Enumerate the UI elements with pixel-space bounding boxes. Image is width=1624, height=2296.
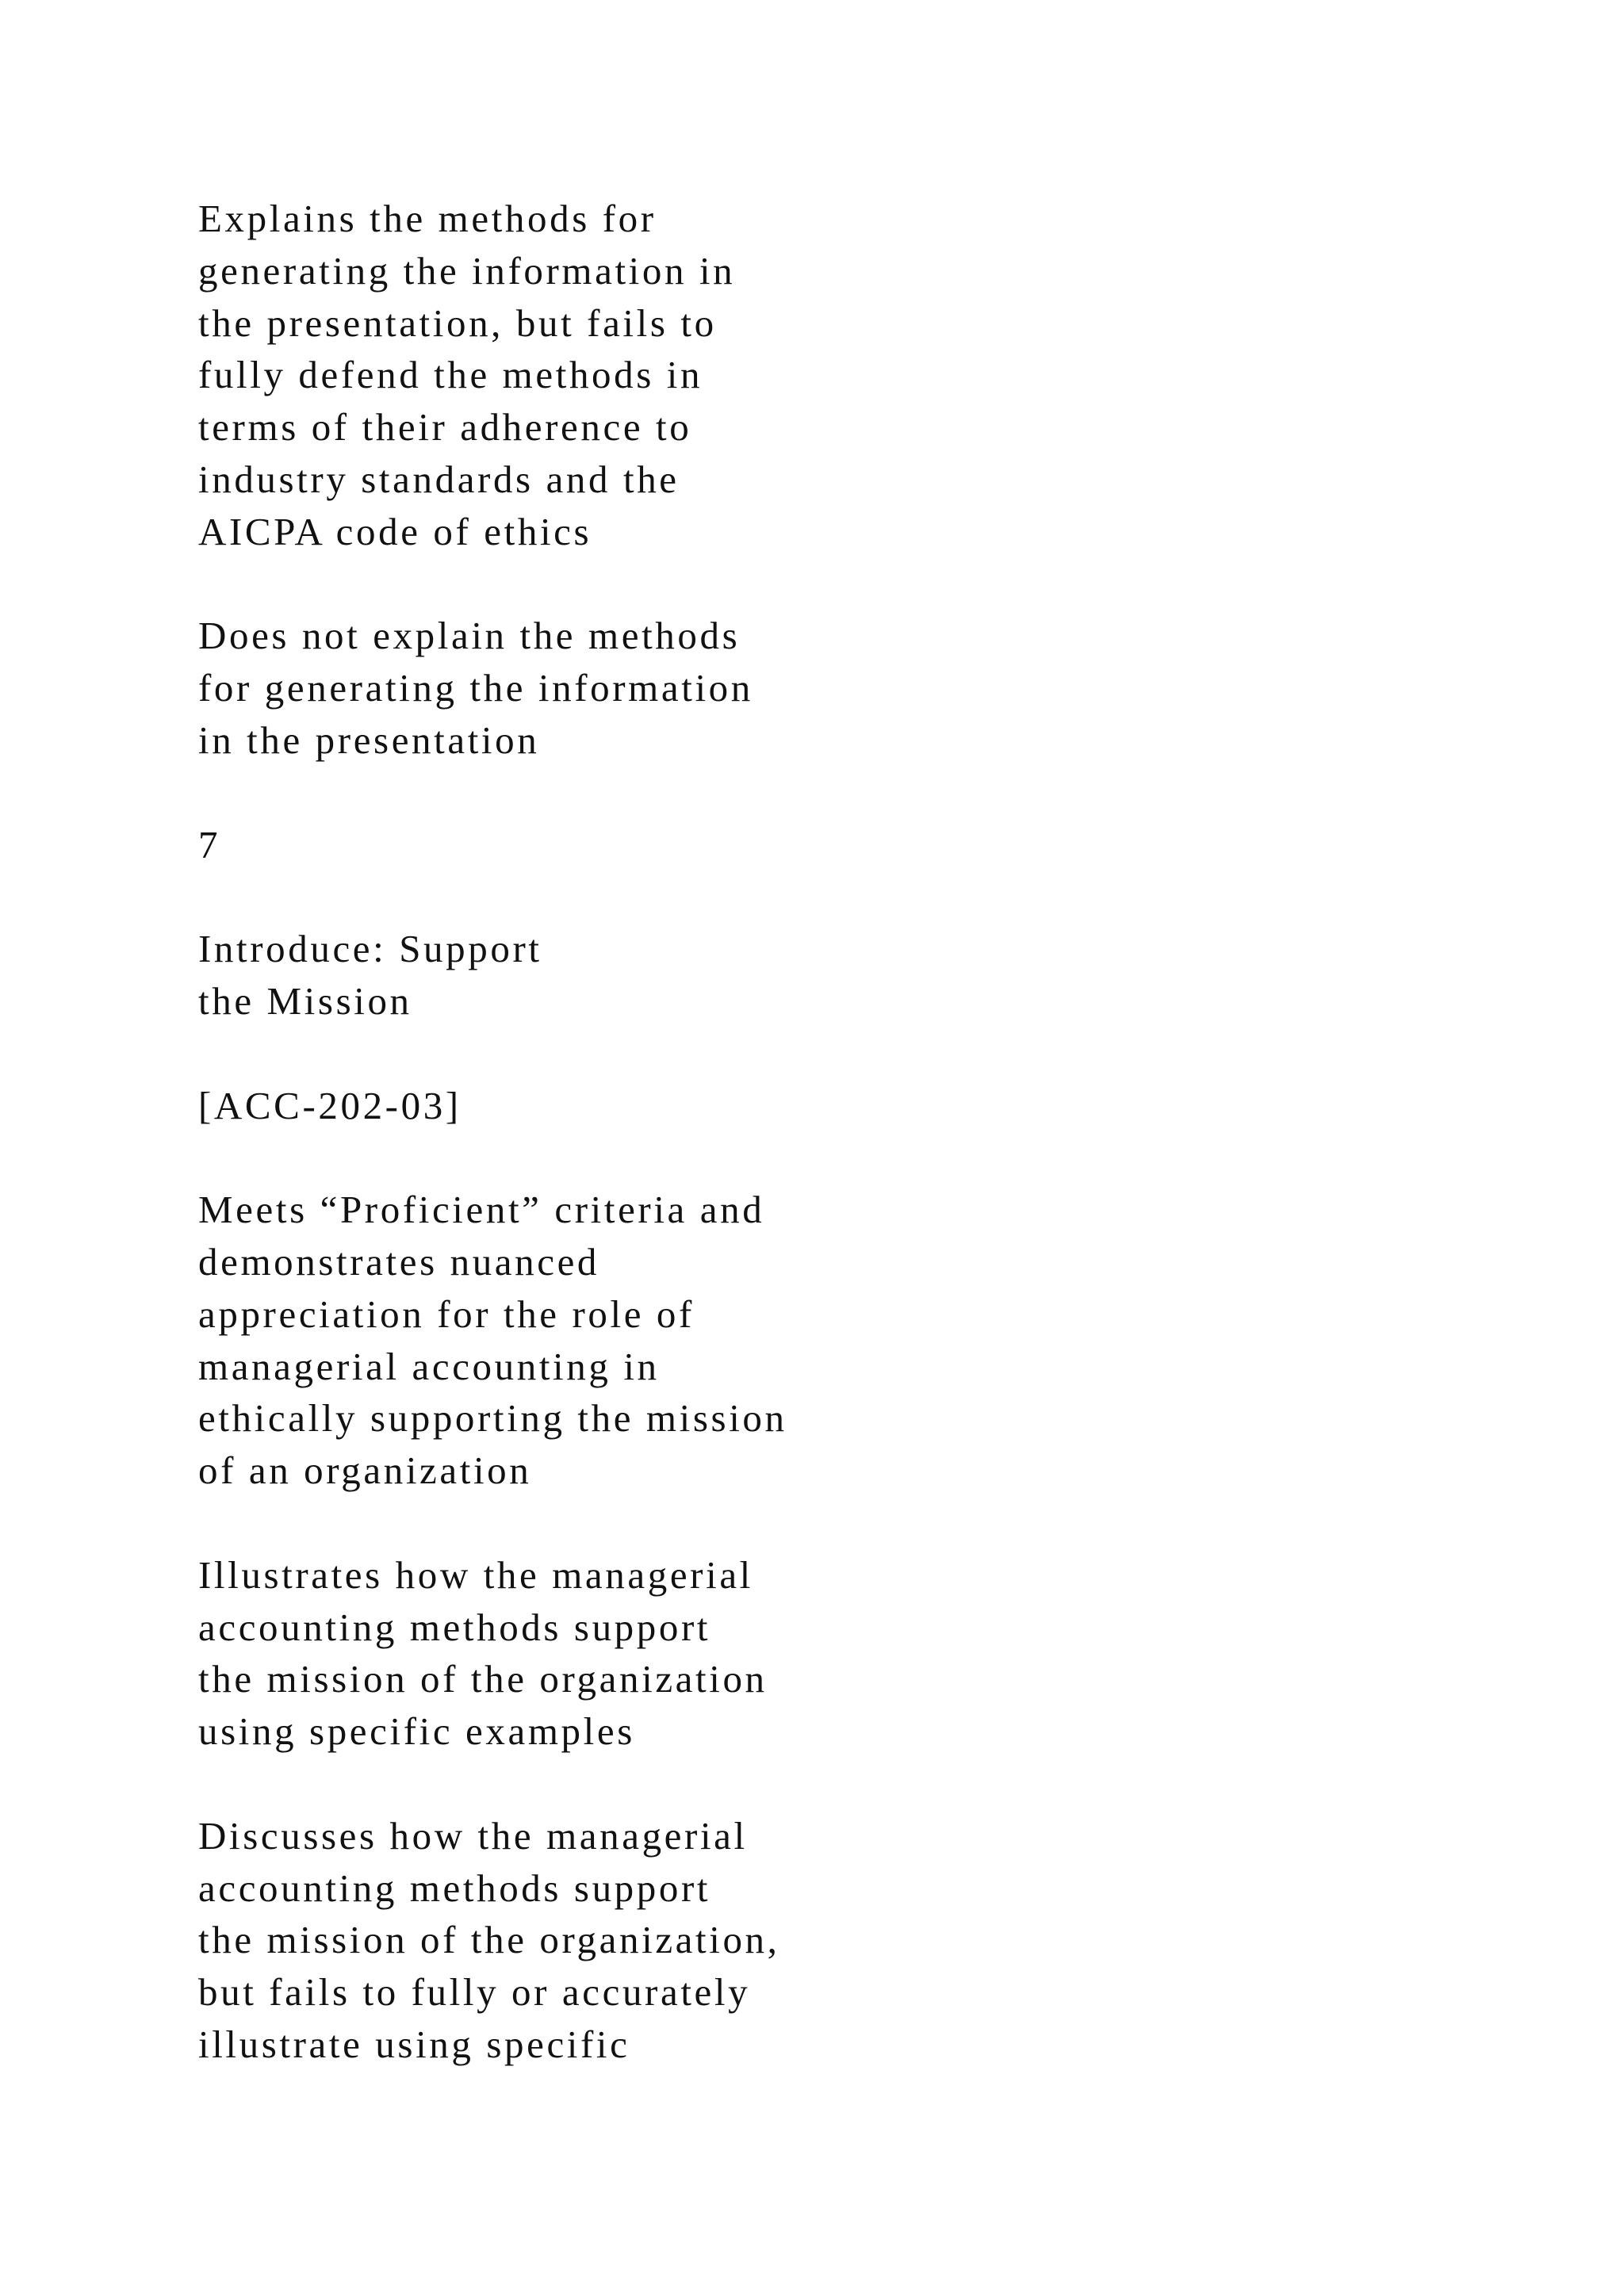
text-line: illustrate using specific: [198, 2022, 630, 2066]
paragraph-methods-none: [198, 610, 1467, 766]
text-line: Discusses how the managerial: [198, 1813, 748, 1858]
criterion-code: [ACC-202-03]: [198, 1083, 462, 1127]
text-line: but fails to fully or accurately: [198, 1970, 751, 2015]
paragraph-needs-improvement: [198, 1810, 1467, 2071]
criterion-title-line: the Mission: [198, 978, 412, 1023]
text-line: in the presentation: [198, 718, 540, 762]
text-line: the mission of the organization: [198, 1657, 768, 1701]
value-text: 7: [198, 822, 221, 867]
text-line: demonstrates nuanced: [198, 1239, 600, 1284]
text-line: Does not explain the methods: [198, 614, 741, 658]
text-line: accounting methods support: [198, 1866, 711, 1910]
paragraph-criterion-title: [198, 923, 1467, 1027]
text-line: using specific examples: [198, 1709, 635, 1754]
paragraph-criterion-code: [198, 1080, 1467, 1132]
text-line: industry standards and the: [198, 457, 680, 501]
text-line: the presentation, but fails to: [198, 300, 717, 345]
text-line: for generating the information: [198, 666, 753, 710]
text-line: the mission of the organization,: [198, 1918, 780, 1962]
text-line: managerial accounting in: [198, 1344, 660, 1388]
text-line: accounting methods support: [198, 1605, 711, 1649]
text-line: appreciation for the role of: [198, 1292, 695, 1336]
text-line: ethically supporting the mission: [198, 1396, 787, 1441]
criterion-title-line: Introduce: Support: [198, 927, 542, 971]
document-body: [198, 193, 1467, 2122]
text-line: Illustrates how the managerial: [198, 1552, 753, 1597]
text-line: Explains the methods for: [198, 197, 657, 240]
paragraph-value: [198, 819, 1467, 871]
text-line: terms of their adherence to: [198, 405, 692, 450]
text-line: Meets “Proficient” criteria and: [198, 1188, 765, 1232]
text-line: AICPA code of ethics: [198, 509, 592, 553]
paragraph-proficient: [198, 1549, 1467, 1758]
text-line: fully defend the methods in: [198, 353, 703, 397]
text-line: generating the information in: [198, 248, 736, 293]
paragraph-methods-partial: [198, 193, 1467, 558]
paragraph-exemplary: [198, 1184, 1467, 1497]
text-line: of an organization: [198, 1448, 532, 1493]
